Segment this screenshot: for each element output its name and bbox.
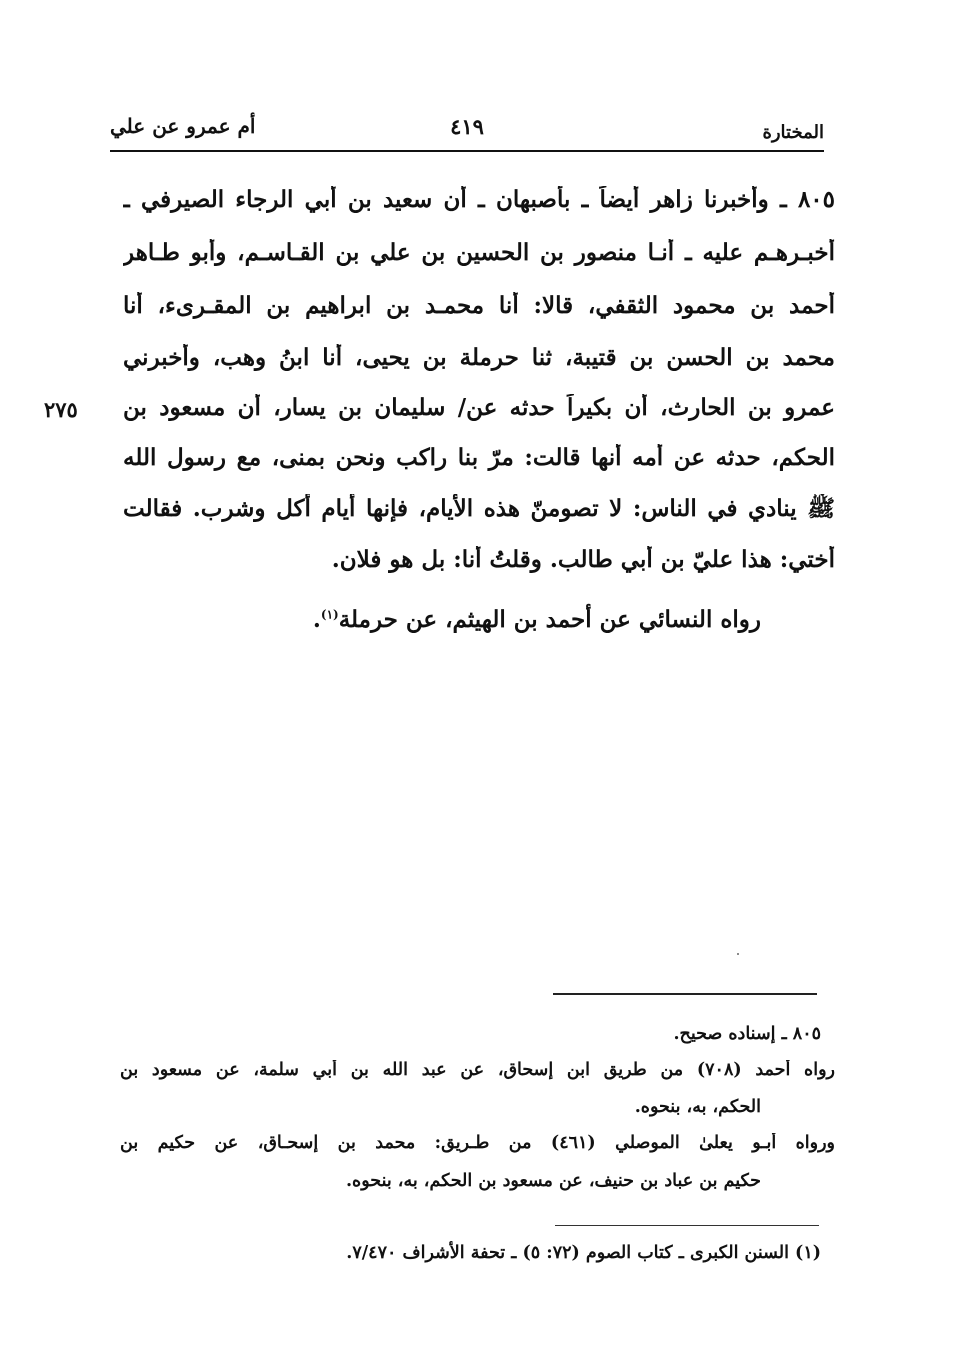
main-text-line: أخبـرهـم عليه ـ أنـا منصور بن الحسين بن علي بن القـاسـم، وأبو طـاهر [123,239,835,266]
notes-divider [553,993,817,995]
main-text-line: ﷺ ينادي في الناس: لا تصومنّ هذه الأيام، فإنها أيام أكل وشرب. فقالت [123,495,835,522]
header-book-title: المختارة [762,122,824,143]
main-text-line: أحمد بن محمود الثقفي، قالا: أنا محمـد بن ابراهيم بن المقـرىء، أنا [123,292,835,319]
main-text-line: أختي: هذا عليّ بن أبي طالب. وقلتُ أنا: بل هو فلان. [331,546,835,573]
page-header [110,108,824,148]
manuscript-page-marker: ٢٧٥ [44,397,78,422]
page-number: ٤١٩ [450,114,484,139]
main-text-line: محمد بن الحسن بن قتيبة، ثنا حرملة بن يحيى، أنا ابنُ وهب، وأخبرني [123,344,835,371]
narration-text: رواه النسائي عن أحمد بن الهيثم، عن حرملة [338,606,761,633]
footnote-marker: (١) [320,607,339,622]
header-divider [110,150,824,152]
footnote-divider [555,1225,819,1226]
note-line: الحكم، به، بنحوه. [634,1097,761,1117]
main-text-line: عمرو بن الحارث، أن بكيراً حدثه عن/ سليمان بن يسار، أن مسعود بن [123,394,835,421]
footnote-text: (١) السنن الكبرى ـ كتاب الصوم (٧٢: ٥) ـ تحفة الأشراف ٧/٤٧٠. [346,1243,821,1263]
print-speck [737,953,739,955]
note-line: رواه أحمد (٧٠٨) من طريق ابن إسحاق، عن عبد الله بن أبي سلمة، عن مسعود بن [120,1060,835,1080]
narration-line [313,606,761,633]
main-text-line: الحكم، حدثه عن أمه أنها قالت: مرّ بنا راكب ونحن بمنى، مع رسول الله [123,444,835,471]
narration-end: . [312,606,321,633]
main-text-line: ٨٠٥ ـ وأخبرنا زاهر أيضاً ـ بأصبهان ـ أن سعيد بن أبي الرجاء الصيرفي ـ [123,186,835,213]
note-line: حكيم بن عباد بن حنيف، عن مسعود بن الحكم، به، بنحوه. [345,1171,761,1191]
note-line: ورواه أبـو يعلىٰ الموصلي (٤٦١) من طـريق: محمد بن إسحـاق، عن حكيم بن [120,1133,835,1153]
header-chapter-title: أم عمرو عن علي [110,114,256,138]
note-line: ٨٠٥ ـ إسناده صحيح. [673,1024,821,1044]
